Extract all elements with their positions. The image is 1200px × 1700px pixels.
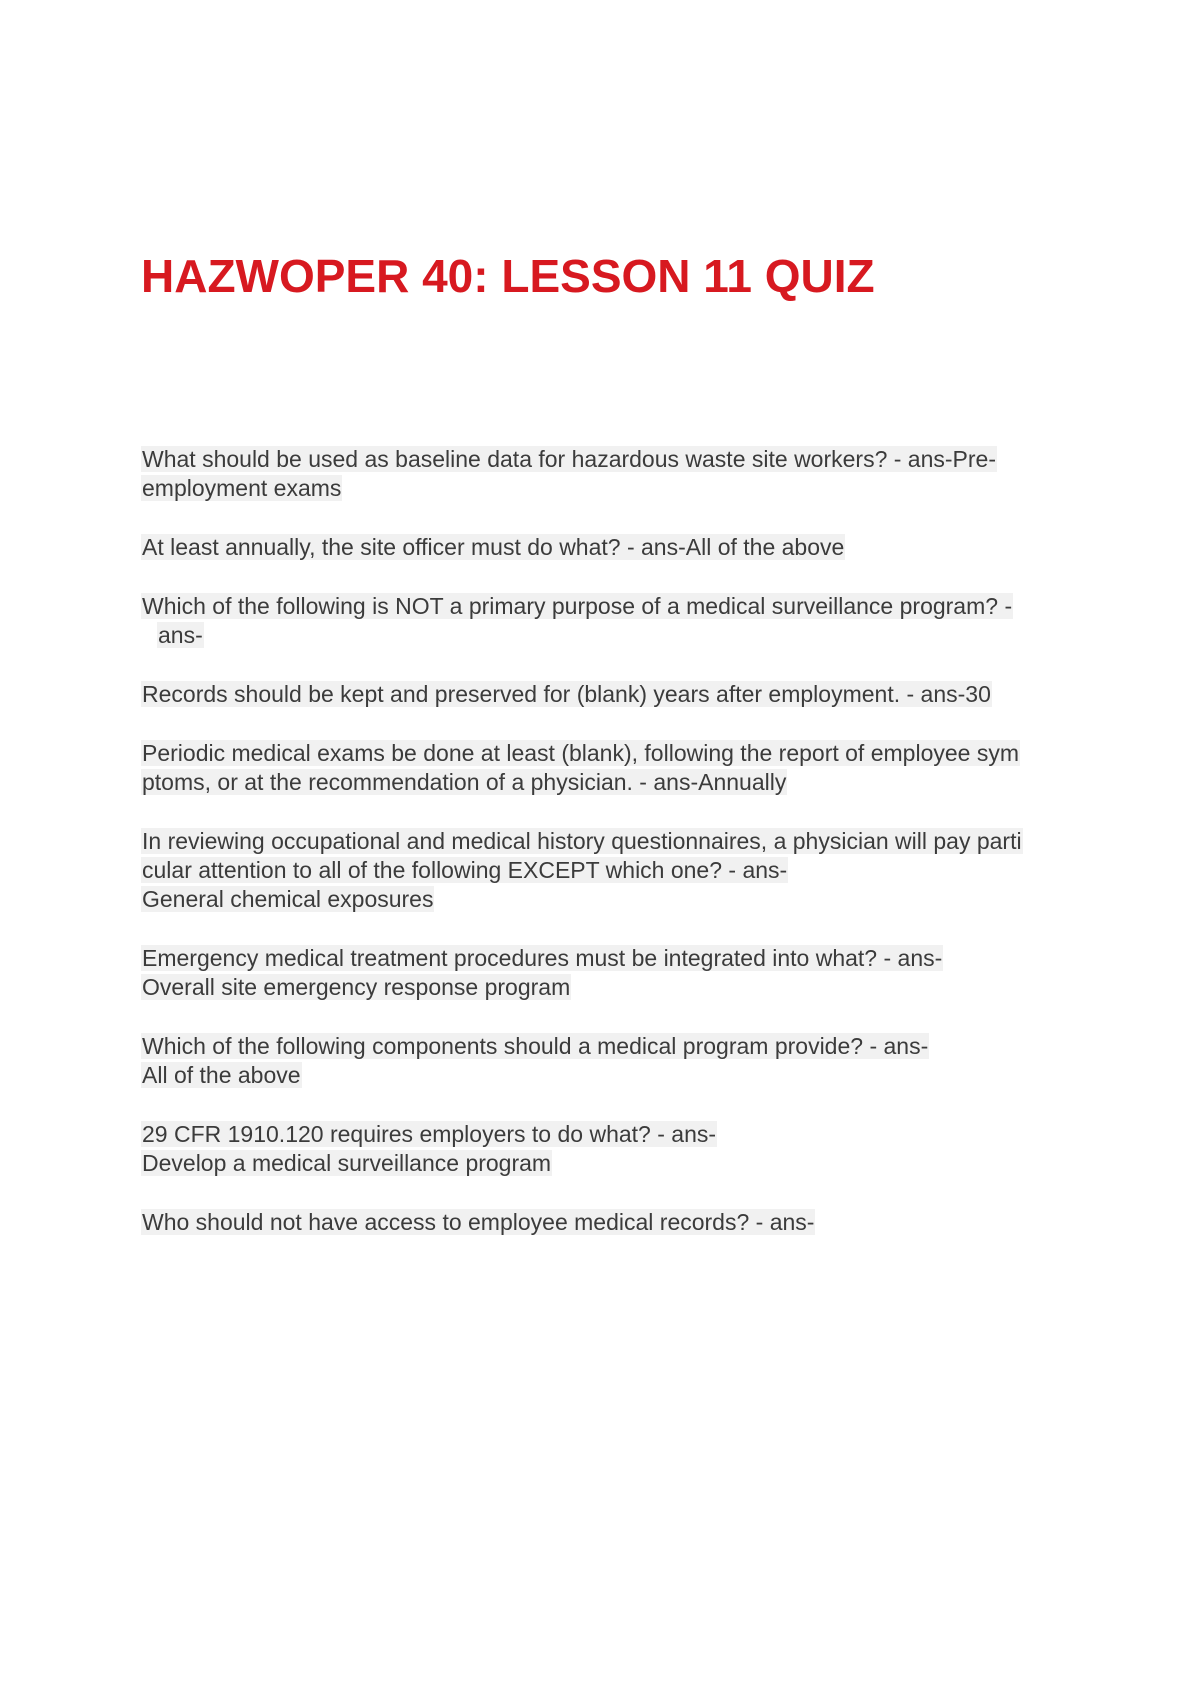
qa-line	[141, 827, 1061, 856]
qa-text: At least annually, the site officer must do what? - ans-All of the above	[142, 534, 845, 560]
qa-item-9	[141, 1120, 1061, 1178]
qa-line	[141, 973, 1061, 1002]
qa-item-3	[141, 592, 1061, 650]
qa-text: employment exams	[142, 475, 342, 501]
qa-item-1	[141, 445, 1061, 503]
qa-line	[141, 944, 1061, 973]
qa-text: Which of the following is NOT a primary purpose of a medical surveillance program? -	[142, 593, 1013, 619]
qa-line	[141, 1032, 1061, 1061]
qa-line	[141, 1208, 1061, 1237]
qa-line	[141, 474, 1061, 503]
qa-line	[141, 739, 1061, 768]
qa-line	[141, 1149, 1061, 1178]
qa-text: What should be used as baseline data for hazardous waste site workers? - ans-Pre-	[142, 446, 996, 472]
qa-line	[141, 680, 1061, 709]
qa-line	[141, 621, 1061, 650]
qa-line	[141, 856, 1061, 885]
qa-line	[141, 533, 1061, 562]
qa-text: cular attention to all of the following EXCEPT which one? - ans-	[142, 857, 788, 883]
qa-text: Who should not have access to employee medical records? - ans-	[142, 1209, 815, 1235]
document-title: HAZWOPER 40: LESSON 11 QUIZ	[141, 250, 875, 302]
qa-text: Overall site emergency response program	[142, 974, 571, 1000]
qa-line	[141, 768, 1061, 797]
qa-text: ptoms, or at the recommendation of a physician. - ans-Annually	[142, 769, 787, 795]
qa-text: Periodic medical exams be done at least (blank), following the report of employee sym	[142, 740, 1019, 766]
qa-item-8	[141, 1032, 1061, 1090]
qa-text: 29 CFR 1910.120 requires employers to do what? - ans-	[142, 1121, 717, 1147]
qa-item-7	[141, 944, 1061, 1002]
qa-text: Records should be kept and preserved for (blank) years after employment. - ans-30	[142, 681, 991, 707]
qa-text: Which of the following components should a medical program provide? - ans-	[142, 1033, 929, 1059]
qa-text: General chemical exposures	[142, 886, 434, 912]
qa-item-10	[141, 1208, 1061, 1237]
qa-line	[141, 1120, 1061, 1149]
qa-text: All of the above	[142, 1062, 301, 1088]
qa-text: Develop a medical surveillance program	[142, 1150, 552, 1176]
qa-line	[141, 885, 1061, 914]
qa-item-5	[141, 739, 1061, 797]
qa-line	[141, 592, 1061, 621]
question-answer-list	[141, 445, 1061, 1267]
qa-line	[141, 445, 1061, 474]
qa-item-4	[141, 680, 1061, 709]
qa-item-2	[141, 533, 1061, 562]
qa-text: In reviewing occupational and medical history questionnaires, a physician will pay parti	[142, 828, 1022, 854]
qa-line	[141, 1061, 1061, 1090]
qa-item-6	[141, 827, 1061, 914]
qa-text: ans-	[158, 622, 203, 648]
qa-text: Emergency medical treatment procedures must be integrated into what? - ans-	[142, 945, 943, 971]
